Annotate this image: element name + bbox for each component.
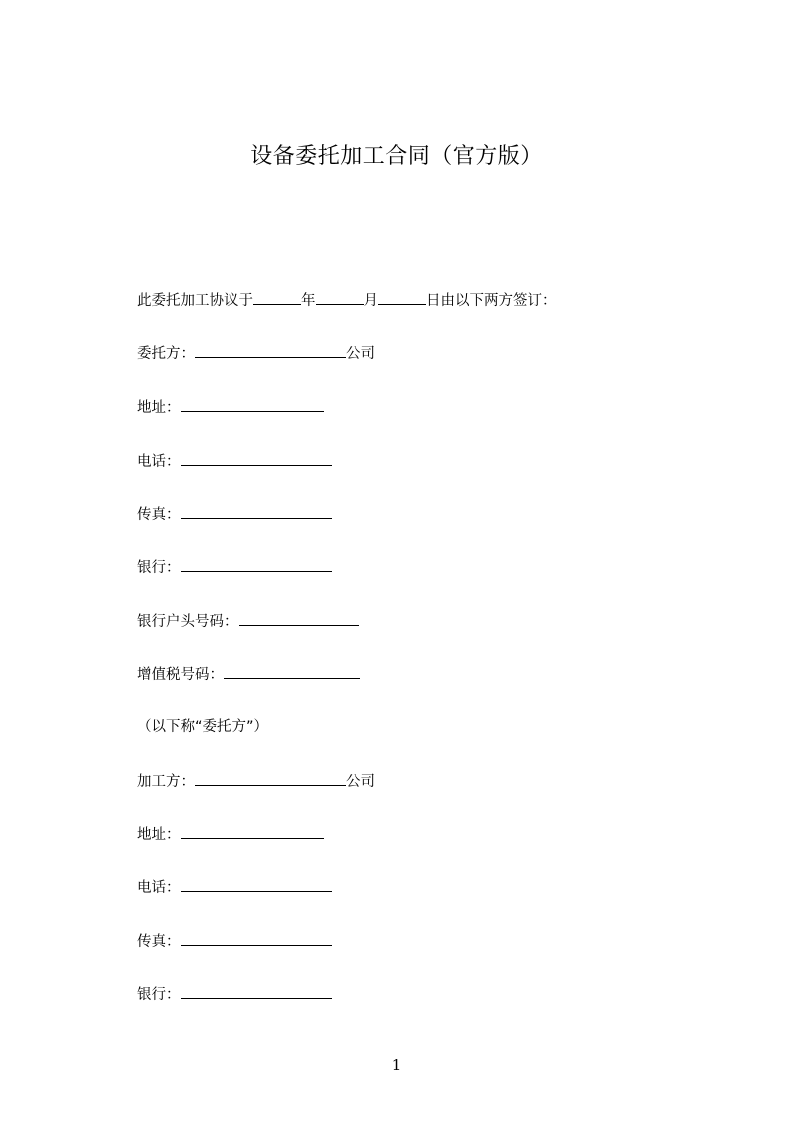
client-tax-label: 增值税号码： <box>137 667 224 683</box>
client-address-label: 地址： <box>137 400 181 416</box>
processor-phone-blank[interactable] <box>181 877 332 892</box>
processor-party-suffix: 公司 <box>346 774 375 790</box>
client-party-blank[interactable] <box>195 343 346 358</box>
day-blank[interactable] <box>378 290 426 305</box>
month-blank[interactable] <box>316 290 364 305</box>
processor-bank-label: 银行： <box>137 987 181 1003</box>
document-title: 设备委托加工合同（官方版） <box>250 144 543 169</box>
month-label: 月 <box>363 293 378 309</box>
year-blank[interactable] <box>253 290 301 305</box>
processor-party-blank[interactable] <box>195 771 346 786</box>
intro-prefix: 此委托加工协议于 <box>137 293 253 309</box>
client-phone-label: 电话： <box>137 454 181 470</box>
processor-phone-line <box>137 877 332 898</box>
processor-fax-blank[interactable] <box>181 931 332 946</box>
processor-phone-label: 电话： <box>137 880 181 896</box>
client-party-label: 委托方： <box>137 346 195 362</box>
intro-line <box>137 290 557 311</box>
client-address-blank[interactable] <box>181 397 324 412</box>
client-party-line <box>137 343 375 364</box>
processor-address-line <box>137 824 324 845</box>
client-phone-blank[interactable] <box>181 451 332 466</box>
processor-party-line <box>137 771 375 792</box>
client-fax-line <box>137 504 332 525</box>
page-number: 1 <box>391 1056 402 1074</box>
client-bank-blank[interactable] <box>181 557 332 572</box>
client-fax-blank[interactable] <box>181 504 332 519</box>
client-bank-line <box>137 557 332 578</box>
processor-bank-blank[interactable] <box>181 984 332 999</box>
client-fax-label: 传真： <box>137 507 181 523</box>
client-tax-line <box>137 664 360 685</box>
processor-address-label: 地址： <box>137 827 181 843</box>
client-account-blank[interactable] <box>239 611 359 626</box>
client-bank-label: 银行： <box>137 560 181 576</box>
client-account-line <box>137 611 359 632</box>
processor-bank-line <box>137 984 332 1005</box>
intro-suffix: 日由以下两方签订： <box>426 293 557 309</box>
processor-address-blank[interactable] <box>181 824 324 839</box>
processor-fax-label: 传真： <box>137 934 181 950</box>
processor-party-label: 加工方： <box>137 774 195 790</box>
client-address-line <box>137 397 324 418</box>
processor-fax-line <box>137 931 332 952</box>
year-label: 年 <box>301 293 316 309</box>
client-party-suffix: 公司 <box>346 346 375 362</box>
client-account-label: 银行户头号码： <box>137 614 239 630</box>
client-alias-note: （以下称“委托方”） <box>137 719 269 735</box>
client-phone-line <box>137 451 332 472</box>
client-tax-blank[interactable] <box>224 664 360 679</box>
